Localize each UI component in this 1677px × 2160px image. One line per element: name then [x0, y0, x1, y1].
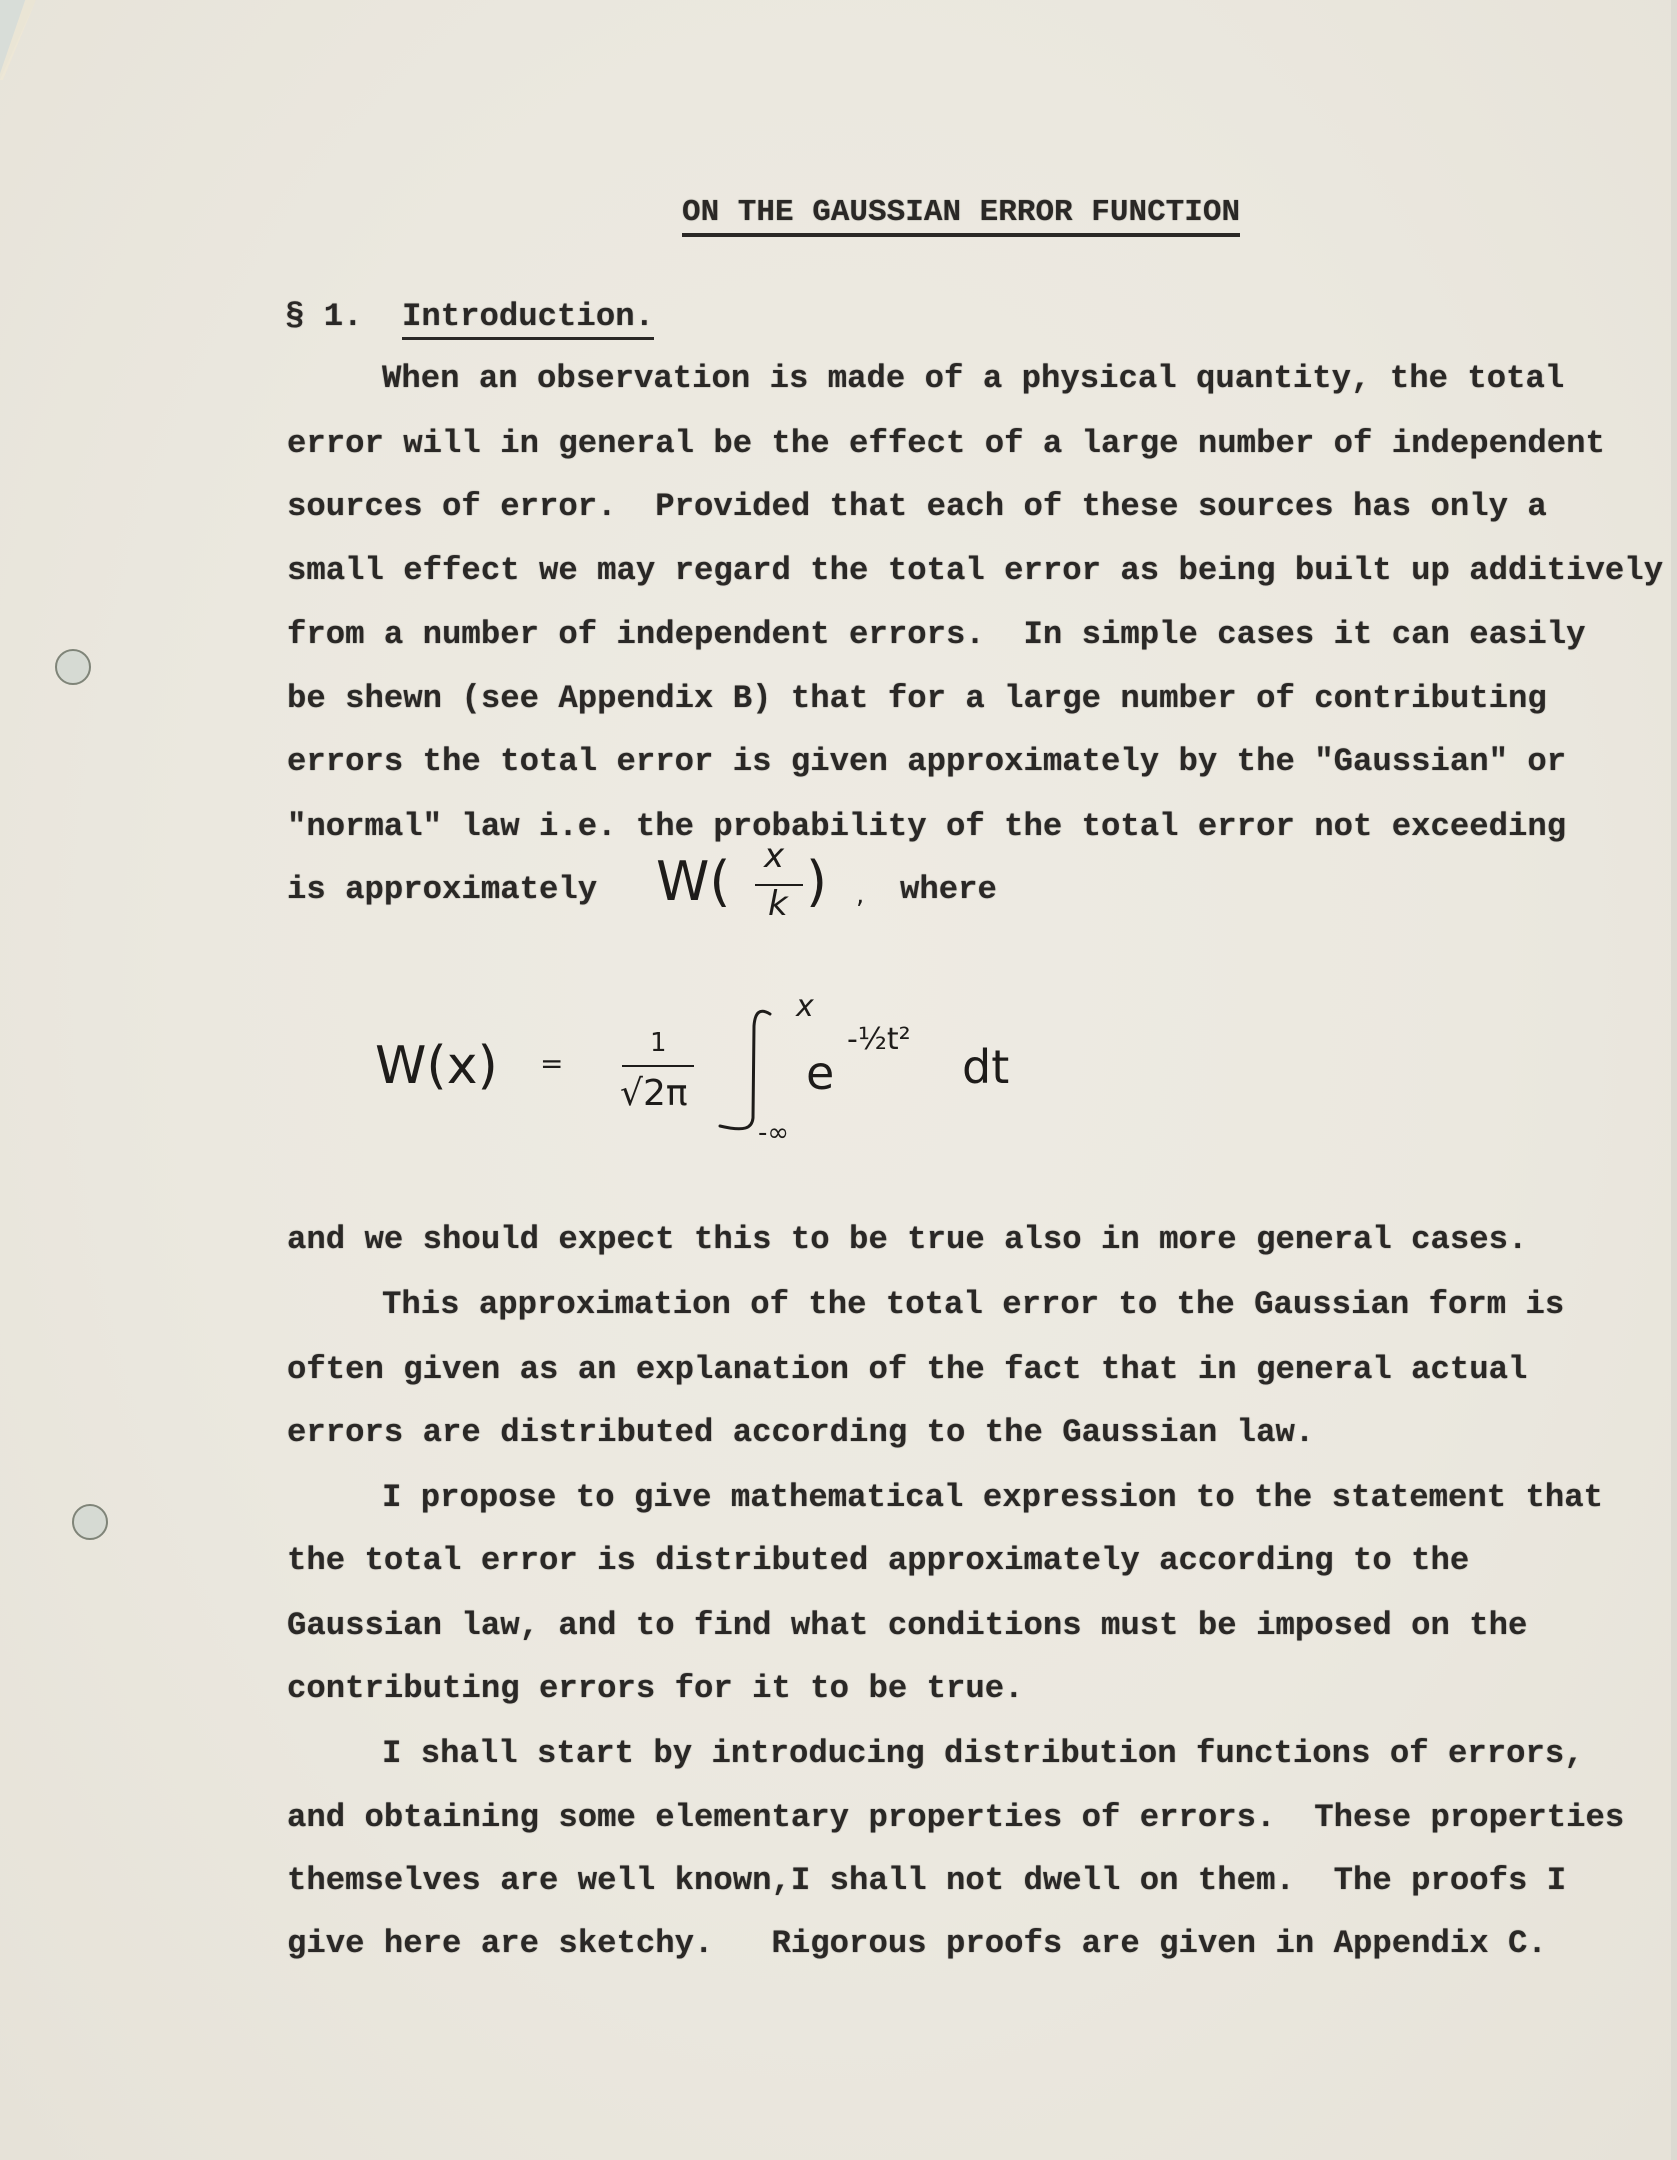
text-line: is approximately — [287, 871, 598, 908]
text-line: and obtaining some elementary properties of errors. These properties — [287, 1799, 1625, 1836]
text-line: I propose to give mathematical expression to the statement that — [382, 1479, 1604, 1516]
inline-formula-comma: , — [856, 880, 865, 910]
text-line: themselves are well known,I shall not dwell on them. The proofs I — [287, 1862, 1567, 1899]
section-number: § 1. — [285, 298, 363, 335]
text-line: errors the total error is given approximately by the "Gaussian" or — [287, 743, 1567, 780]
formula-coef-denominator: √2π — [620, 1073, 688, 1114]
text-line: When an observation is made of a physical quantity, the total — [382, 360, 1565, 397]
text-line: I shall start by introducing distribution functions of errors, — [382, 1735, 1584, 1772]
text-line: contributing errors for it to be true. — [287, 1670, 1024, 1707]
text-line: be shewn (see Appendix B) that for a large number of contributing — [287, 680, 1547, 717]
text-line: This approximation of the total error to the Gaussian form is — [382, 1286, 1565, 1323]
integral-sign-icon — [715, 1006, 775, 1136]
text-line: the total error is distributed approximately according to the — [287, 1542, 1470, 1579]
text-line: "normal" law i.e. the probability of the total error not exceeding — [287, 808, 1567, 845]
text-line: small effect we may regard the total error as being built up additively — [287, 552, 1664, 589]
formula-equals: = — [540, 1047, 564, 1080]
text-line: from a number of independent errors. In simple cases it can easily — [287, 616, 1586, 653]
inline-formula-denominator: k — [768, 884, 788, 924]
document-title: ON THE GAUSSIAN ERROR FUNCTION — [682, 193, 1240, 237]
formula-coef-numerator: 1 — [650, 1028, 667, 1058]
text-line: sources of error. Provided that each of these sources has only a — [287, 488, 1547, 525]
text-line: give here are sketchy. Rigorous proofs are given in Appendix C. — [287, 1925, 1547, 1962]
text-line: Gaussian law, and to find what conditions must be imposed on the — [287, 1607, 1528, 1644]
formula-lower-limit: -∞ — [758, 1118, 790, 1148]
text-line: and we should expect this to be true also in more general cases. — [287, 1221, 1528, 1258]
text-line: where — [900, 871, 997, 908]
formula-fraction-bar — [622, 1065, 694, 1067]
inline-formula-func: W( — [656, 850, 731, 913]
punch-hole-bottom — [72, 1504, 108, 1540]
text-line: often given as an explanation of the fact that in general actual — [287, 1351, 1528, 1388]
section-heading: Introduction. — [402, 297, 654, 340]
inline-formula-close: ) — [806, 850, 828, 913]
punch-hole-top — [55, 649, 91, 685]
page-edge — [1671, 0, 1677, 2160]
inline-formula-numerator: x — [764, 836, 785, 876]
text-line: error will in general be the effect of a large number of independent — [287, 425, 1605, 462]
formula-upper-limit: x — [796, 989, 814, 1024]
formula-lhs: W(x) — [375, 1036, 498, 1096]
formula-base: e — [806, 1046, 835, 1100]
formula-exponent: -½t² — [847, 1022, 911, 1057]
formula-differential: dt — [962, 1040, 1010, 1094]
text-line: errors are distributed according to the Gaussian law. — [287, 1414, 1315, 1451]
